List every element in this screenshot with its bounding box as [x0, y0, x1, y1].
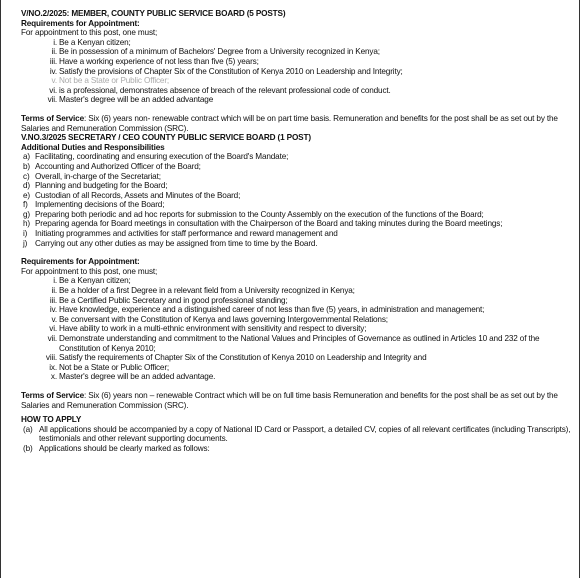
list-text: Master's degree will be an added advantage [59, 95, 214, 105]
list-item [21, 363, 573, 373]
list-item [21, 191, 573, 201]
list-item [21, 162, 573, 172]
terms-text: : Six (6) years non – renewable Contract which will be on full time basis Remuneration and benefits for the post shall be as set out by the Salaries and Remuneration Commission (SRC). [21, 390, 558, 410]
list-item [21, 229, 573, 239]
vacancy-title: V.NO.3/2025 SECRETARY / CEO COUNTY PUBLIC SERVICE BOARD (1 POST) [21, 133, 311, 143]
list-item [21, 200, 573, 210]
list-number: d) [23, 181, 30, 191]
requirements-list [21, 38, 573, 105]
list-text: Planning and budgeting for the Board; [35, 181, 168, 191]
list-item [21, 47, 573, 57]
terms-label: Terms of Service [21, 113, 84, 123]
list-text: is a professional, demonstrates absence of breach of the relevant professional code of conduct. [59, 85, 391, 95]
list-number: vi. [49, 324, 57, 334]
vacancy-title: V/NO.2/2025: MEMBER, COUNTY PUBLIC SERVICE BOARD (5 POSTS) [21, 9, 286, 18]
list-number: ix. [49, 362, 57, 372]
how-to-apply-list [21, 425, 573, 454]
list-item [21, 315, 573, 325]
list-item [21, 324, 573, 334]
list-text: Be a Kenyan citizen; [59, 276, 131, 286]
list-number: x. [50, 372, 57, 382]
list-item [21, 372, 573, 382]
list-number: iv. [49, 305, 57, 315]
list-item [21, 334, 573, 353]
list-text: Have a working experience of not less than five (5) years; [59, 56, 259, 66]
list-text: Preparing agenda for Board meetings in consultation with the Chairperson of the Board and taking minutes during the Board meetings; [35, 219, 503, 229]
duties-list [21, 152, 573, 248]
list-number: vii. [47, 334, 57, 343]
list-number: vii. [47, 95, 57, 105]
terms-of-service [21, 114, 573, 133]
list-text: Satisfy the requirements of Chapter Six of the Constitution of Kenya 2010 on Leadership and Integrity and [59, 353, 427, 363]
list-number: ii. [51, 47, 57, 57]
requirements-heading: Requirements for Appointment: [21, 18, 140, 28]
list-text: Demonstrate understanding and commitment to the National Values and Principles of Governance as outlined in Articles 10 and 232 of the Constitution of Kenya 2010; [59, 334, 540, 353]
list-number: a) [23, 152, 30, 162]
list-item [21, 152, 573, 162]
list-text: Implementing decisions of the Board; [35, 200, 165, 210]
list-text: Be conversant with the Constitution of Kenya and laws governing Intergovernmental Relations; [59, 314, 388, 324]
list-number: b) [23, 161, 30, 171]
list-number: ii. [51, 286, 57, 296]
requirements-intro: For appointment to this post, one must; [21, 266, 158, 276]
list-item [21, 57, 573, 67]
list-number: (a) [23, 424, 33, 434]
list-item [21, 38, 573, 48]
requirements-intro: For appointment to this post, one must; [21, 28, 158, 38]
list-item [21, 86, 573, 96]
section-how-to-apply [21, 415, 573, 453]
list-text: Satisfy the provisions of Chapter Six of the Constitution of Kenya 2010 on Leadership and Integrity; [59, 66, 403, 76]
list-item [21, 305, 573, 315]
list-text: Be a Certified Public Secretary and in good professional standing; [59, 295, 288, 305]
list-number: vi. [49, 85, 57, 95]
list-item [21, 353, 573, 363]
list-number: v. [51, 314, 57, 324]
list-text: All applications should be accompanied by a copy of National ID Card or Passport, a detailed CV, copies of all relevant certificates (including Transcripts), testimonials and other relevant supporting documents. [39, 424, 571, 444]
list-item [21, 276, 573, 286]
list-text: Overall, in-charge of the Secretariat; [35, 171, 161, 181]
list-text: Accounting and Authorized Officer of the Board; [35, 161, 201, 171]
list-number: g) [23, 209, 30, 219]
list-item [21, 444, 573, 454]
list-number: e) [23, 190, 30, 200]
list-text: Applications should be clearly marked as follows: [39, 443, 210, 453]
list-number: (b) [23, 443, 33, 453]
list-number: viii. [45, 353, 57, 363]
terms-label: Terms of Service [21, 390, 84, 400]
list-number: iii. [49, 295, 57, 305]
list-text: Initiating programmes and activities for staff performance and reward management and [35, 229, 338, 239]
list-number: i. [53, 37, 57, 47]
list-number: i) [23, 229, 28, 239]
list-text: Be a holder of a first Degree in a relevant field from a University recognized in Kenya; [59, 286, 355, 296]
list-text: Master's degree will be an added advantage. [59, 372, 216, 382]
duties-heading: Additional Duties and Responsibilities [21, 142, 165, 152]
list-item [21, 95, 573, 105]
list-item [21, 67, 573, 77]
terms-of-service [21, 391, 573, 410]
list-text: Not be a State or Public Officer; [59, 362, 170, 372]
list-item [21, 172, 573, 182]
list-item [21, 425, 573, 444]
list-number: h) [23, 219, 30, 229]
list-number: f) [23, 200, 28, 210]
terms-text: : Six (6) years non- renewable contract which will be on part time basis. Remuneration and benefits for the post shall be as set out by the Salaries and Remuneration Commission (SRC). [21, 113, 558, 133]
list-number: i. [53, 276, 57, 286]
requirements-list [21, 276, 573, 382]
list-text: Carrying out any other duties as may be assigned from time to time by the Board. [35, 238, 318, 248]
list-item [21, 210, 573, 220]
list-item [21, 239, 573, 249]
list-text: Have ability to work in a multi-ethnic environment with sensitivity and respect to diversity; [59, 324, 367, 334]
list-text: Preparing both periodic and ad hoc reports for submission to the County Assembly on the execution of the functions of the Board; [35, 209, 484, 219]
list-text: Have knowledge, experience and a distinguished career of not less than five (5) years, in administration and management; [59, 305, 485, 315]
list-number: iii. [49, 56, 57, 66]
list-item [21, 286, 573, 296]
list-item [21, 76, 573, 86]
list-item [21, 219, 573, 229]
section-secretary-ceo [21, 133, 573, 410]
list-text: Be a Kenyan citizen; [59, 37, 131, 47]
list-text: Facilitating, coordinating and ensuring execution of the Board's Mandate; [35, 152, 289, 162]
how-to-apply-heading: HOW TO APPLY [21, 415, 82, 425]
list-item [21, 296, 573, 306]
section-member-cpsb [21, 9, 573, 133]
list-number: iv. [49, 66, 57, 76]
list-text: Be in possession of a minimum of Bachelors' Degree from a University recognized in Kenya; [59, 47, 380, 57]
list-number: v. [51, 76, 57, 86]
list-number: j) [23, 238, 28, 248]
list-text: Custodian of all Records, Assets and Minutes of the Board; [35, 190, 241, 200]
list-number: c) [23, 171, 30, 181]
requirements-heading: Requirements for Appointment: [21, 257, 140, 267]
list-item [21, 181, 573, 191]
list-text: Not be a State or Public Officer; [59, 76, 170, 86]
